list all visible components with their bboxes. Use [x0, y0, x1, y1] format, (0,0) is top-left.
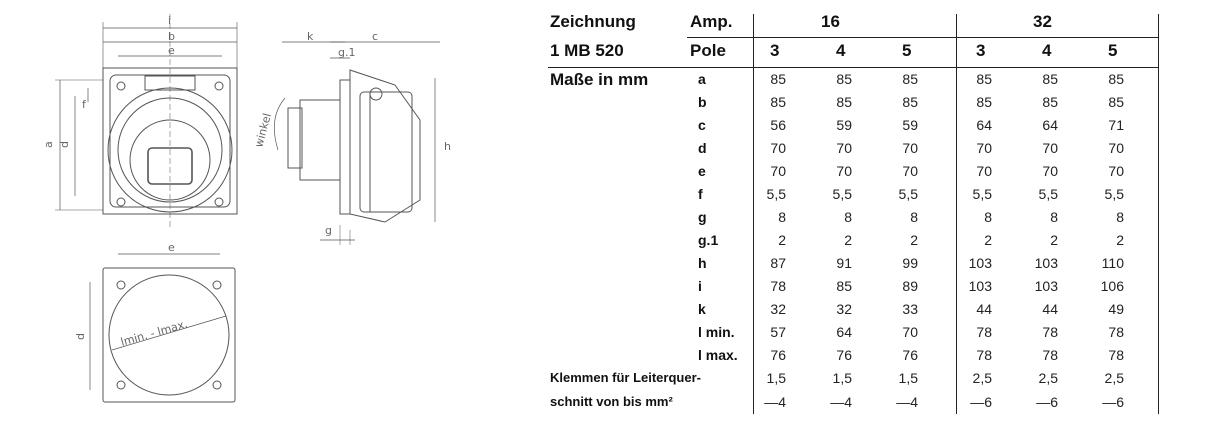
row-label: a [698, 71, 706, 87]
pole-count: 4 [1042, 41, 1052, 60]
table-cell: 8 [844, 209, 852, 225]
terminal-max-cell: —6 [1036, 394, 1058, 410]
table-cell: 99 [902, 255, 918, 271]
pole-count: 5 [902, 41, 912, 60]
table-cell: 44 [1042, 301, 1058, 317]
amp-label: Amp. [690, 12, 733, 31]
row-label: g [698, 209, 707, 225]
pole-count: 5 [1108, 41, 1118, 60]
units-label: Maße in mm [550, 70, 649, 89]
table-cell: 78 [976, 324, 992, 340]
pole-count: 3 [770, 41, 780, 60]
table-cell: 64 [976, 117, 992, 133]
table-cell: 85 [1042, 71, 1058, 87]
model-number: 1 MB 520 [550, 41, 624, 60]
table-cell: 59 [836, 117, 852, 133]
table-cell: 57 [770, 324, 786, 340]
dim-label-lmin-lmax: lmin. - lmax. [119, 317, 189, 349]
dim-label-g1: g.1 [338, 46, 356, 59]
table-cell: 2 [844, 232, 852, 248]
table-cell: 103 [968, 278, 992, 294]
table-cell: 85 [836, 94, 852, 110]
row-label: h [698, 255, 707, 271]
table-cell: 70 [1042, 140, 1058, 156]
table-cell: 76 [770, 347, 786, 363]
terminal-min-cell: 2,5 [972, 370, 992, 386]
row-label: f [698, 186, 703, 202]
table-cell: 2 [1050, 232, 1058, 248]
table-cell: 32 [836, 301, 852, 317]
dim-label-d: d [58, 141, 71, 148]
table-cell: 70 [976, 140, 992, 156]
table-cell: 76 [902, 347, 918, 363]
terminal-max-cell: —6 [1102, 394, 1124, 410]
table-cell: 78 [976, 347, 992, 363]
table-cell: 78 [1042, 347, 1058, 363]
terminal-max-cell: —6 [970, 394, 992, 410]
table-cell: 85 [836, 71, 852, 87]
terminal-min-cell: 2,5 [1038, 370, 1058, 386]
drawing-header: Zeichnung [550, 12, 636, 31]
table-cell: 78 [1108, 324, 1124, 340]
table-cell: 87 [770, 255, 786, 271]
table-cell: 85 [770, 94, 786, 110]
table-cell: 2 [910, 232, 918, 248]
table-cell: 2 [1116, 232, 1124, 248]
table-cell: 103 [1034, 278, 1058, 294]
dim-label-a: a [42, 141, 55, 148]
table-cell: 8 [910, 209, 918, 225]
front-view [55, 14, 237, 230]
table-cell: 85 [1042, 94, 1058, 110]
header-rule [548, 67, 1158, 68]
terminal-min-cell: 1,5 [832, 370, 852, 386]
terminal-min-cell: 1,5 [766, 370, 786, 386]
table-cell: 8 [984, 209, 992, 225]
table-cell: 103 [1034, 255, 1058, 271]
table-cell: 78 [770, 278, 786, 294]
side-view [274, 42, 440, 245]
terminal-min-cell: 2,5 [1104, 370, 1124, 386]
table-cell: 32 [770, 301, 786, 317]
table-cell: 70 [770, 163, 786, 179]
table-cell: 71 [1108, 117, 1124, 133]
table-cell: 89 [902, 278, 918, 294]
table-cell: 44 [976, 301, 992, 317]
table-cell: 70 [1042, 163, 1058, 179]
row-label: e [698, 163, 706, 179]
dim-label-d-bottom: d [74, 333, 87, 340]
table-cell: 70 [902, 140, 918, 156]
row-label: g.1 [698, 232, 719, 248]
dim-label-e: e [168, 44, 175, 57]
amp-group-32: 32 [1033, 12, 1052, 31]
table-cell: 103 [968, 255, 992, 271]
row-label: l min. [698, 324, 735, 340]
pole-count: 3 [976, 41, 986, 60]
dim-label-e-bottom: e [168, 241, 175, 254]
table-cell: 8 [1116, 209, 1124, 225]
table-cell: 5,5 [898, 186, 918, 202]
amp-group-16: 16 [821, 12, 840, 31]
column-divider [1158, 14, 1159, 414]
table-cell: 49 [1108, 301, 1124, 317]
table-cell: 106 [1100, 278, 1124, 294]
table-cell: 85 [1108, 71, 1124, 87]
dim-label-c: c [372, 30, 379, 43]
table-cell: 70 [1108, 140, 1124, 156]
terminal-label-line1: Klemmen für Leiterquer- [550, 370, 701, 385]
table-cell: 64 [836, 324, 852, 340]
table-cell: 5,5 [1038, 186, 1058, 202]
terminal-max-cell: —4 [896, 394, 918, 410]
table-cell: 70 [1108, 163, 1124, 179]
table-cell: 5,5 [972, 186, 992, 202]
row-label: k [698, 301, 706, 317]
pole-label: Pole [690, 41, 726, 60]
terminal-label-line2: schnitt von bis mm² [550, 394, 673, 409]
table-cell: 64 [1042, 117, 1058, 133]
dim-label-h: h [444, 140, 451, 153]
table-cell: 8 [1050, 209, 1058, 225]
table-cell: 85 [976, 71, 992, 87]
dim-label-b: b [168, 30, 175, 43]
column-divider [753, 14, 754, 414]
row-label: b [698, 94, 707, 110]
table-cell: 85 [976, 94, 992, 110]
table-cell: 8 [778, 209, 786, 225]
table-cell: 5,5 [766, 186, 786, 202]
table-cell: 85 [902, 71, 918, 87]
table-cell: 85 [902, 94, 918, 110]
table-cell: 91 [836, 255, 852, 271]
table-cell: 33 [902, 301, 918, 317]
dim-label-i: i [168, 14, 172, 27]
table-cell: 85 [836, 278, 852, 294]
table-cell: 70 [976, 163, 992, 179]
row-label: c [698, 117, 706, 133]
row-label: d [698, 140, 707, 156]
column-divider [956, 14, 957, 414]
table-cell: 85 [770, 71, 786, 87]
row-label: i [698, 278, 702, 294]
terminal-min-cell: 1,5 [898, 370, 918, 386]
terminal-max-cell: —4 [764, 394, 786, 410]
table-cell: 56 [770, 117, 786, 133]
row-label: l max. [698, 347, 738, 363]
angle-label: winkel [252, 111, 274, 149]
pole-count: 4 [836, 41, 846, 60]
table-cell: 70 [836, 163, 852, 179]
table-cell: 110 [1101, 255, 1124, 271]
table-cell: 85 [1108, 94, 1124, 110]
dim-label-g: g [325, 224, 332, 237]
table-cell: 70 [770, 140, 786, 156]
spec-table [548, 8, 1198, 423]
dim-label-k: k [307, 30, 314, 43]
table-cell: 76 [836, 347, 852, 363]
table-cell: 2 [778, 232, 786, 248]
table-cell: 59 [902, 117, 918, 133]
table-cell: 2 [984, 232, 992, 248]
header-rule [687, 37, 1158, 38]
table-cell: 5,5 [1104, 186, 1124, 202]
technical-drawing [0, 0, 520, 429]
table-cell: 78 [1108, 347, 1124, 363]
table-cell: 70 [836, 140, 852, 156]
table-cell: 70 [902, 163, 918, 179]
table-cell: 5,5 [832, 186, 852, 202]
table-cell: 78 [1042, 324, 1058, 340]
terminal-max-cell: —4 [830, 394, 852, 410]
table-cell: 70 [902, 324, 918, 340]
dim-label-f: f [82, 98, 86, 111]
